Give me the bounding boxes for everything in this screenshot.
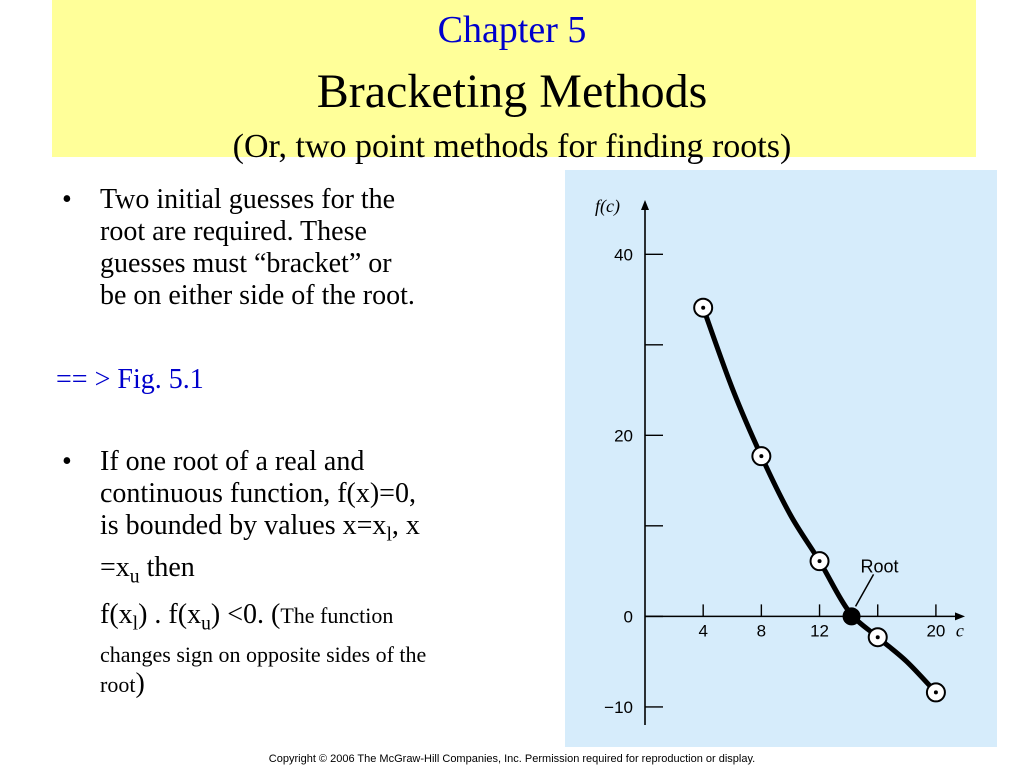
subscript-u: u [129,566,140,588]
slide-subtitle: (Or, two point methods for finding roots) [232,128,792,165]
bullet-2-line-1: If one root of a real and [100,446,365,477]
y-tick-label: 40 [614,245,633,265]
root-bracketing-chart [565,170,997,747]
subscript-l: l [386,524,392,546]
bullet-1-line-3: guesses must “bracket” or [100,248,392,279]
data-point-dot [701,306,705,310]
x-tick-label: 4 [698,621,708,641]
y-tick-label: 0 [623,607,633,627]
eq-subscript-u: u [201,613,211,635]
figure-reference: == > Fig. 5.1 [56,364,204,395]
root-point [843,607,861,625]
y-tick-label: 20 [614,426,633,446]
x-tick-label: 8 [756,621,767,641]
data-point-dot [876,635,880,639]
note-line-3 [100,669,550,700]
line-3-text-a: is bounded by values x=x [100,510,387,541]
line-4-text-b: then [139,551,195,583]
note-text-1: The function [280,603,394,629]
equation-line [100,599,550,641]
figure-panel [565,170,997,747]
eq-text-c: ) <0. ( [210,599,281,631]
bullet-2 [56,446,550,700]
x-tick-label: 12 [810,621,830,641]
data-point-dot [934,690,938,694]
note-line-2: changes sign on opposite sides of the [100,641,427,667]
y-axis-arrow [641,200,649,210]
line-3-text-b: , x [391,510,420,541]
root-leader-line [856,574,874,606]
note-close-paren: ) [135,667,145,699]
bullet-1-line-1: Two initial guesses for the [100,184,396,215]
eq-text-b: ) . f(x [138,599,202,631]
eq-subscript-l: l [132,613,139,635]
x-axis-label: c [955,620,964,641]
chapter-label: Chapter 5 [437,9,587,51]
bullet-marker: • [62,184,72,215]
copyright-notice: Copyright © 2006 The McGraw-Hill Companies, Inc. Permission required for reproduction or display. [268,753,756,765]
y-axis-label: f(c) [595,196,620,216]
bullet-2-line-2: continuous function, f(x)=0, [100,478,416,509]
line-4-text-a: =x [100,551,130,583]
x-tick-label: 20 [926,621,946,641]
note-text-3: root [100,671,136,697]
bullet-2-line-3 [100,510,550,552]
y-tick-label: −10 [604,697,633,717]
bullet-marker: • [62,446,72,477]
root-label: Root [860,556,899,577]
bullet-1-line-2: root are required. These [100,216,367,247]
bullet-2-line-4 [100,552,550,594]
x-axis-arrow [955,612,965,620]
bullet-1 [56,184,506,312]
bullet-1-line-4: be on either side of the root. [100,280,415,311]
data-point-dot [818,559,822,563]
slide-title: Bracketing Methods [316,65,708,118]
data-point-dot [759,454,763,458]
bullet-list [56,184,506,699]
eq-text-a: f(x [100,599,133,631]
